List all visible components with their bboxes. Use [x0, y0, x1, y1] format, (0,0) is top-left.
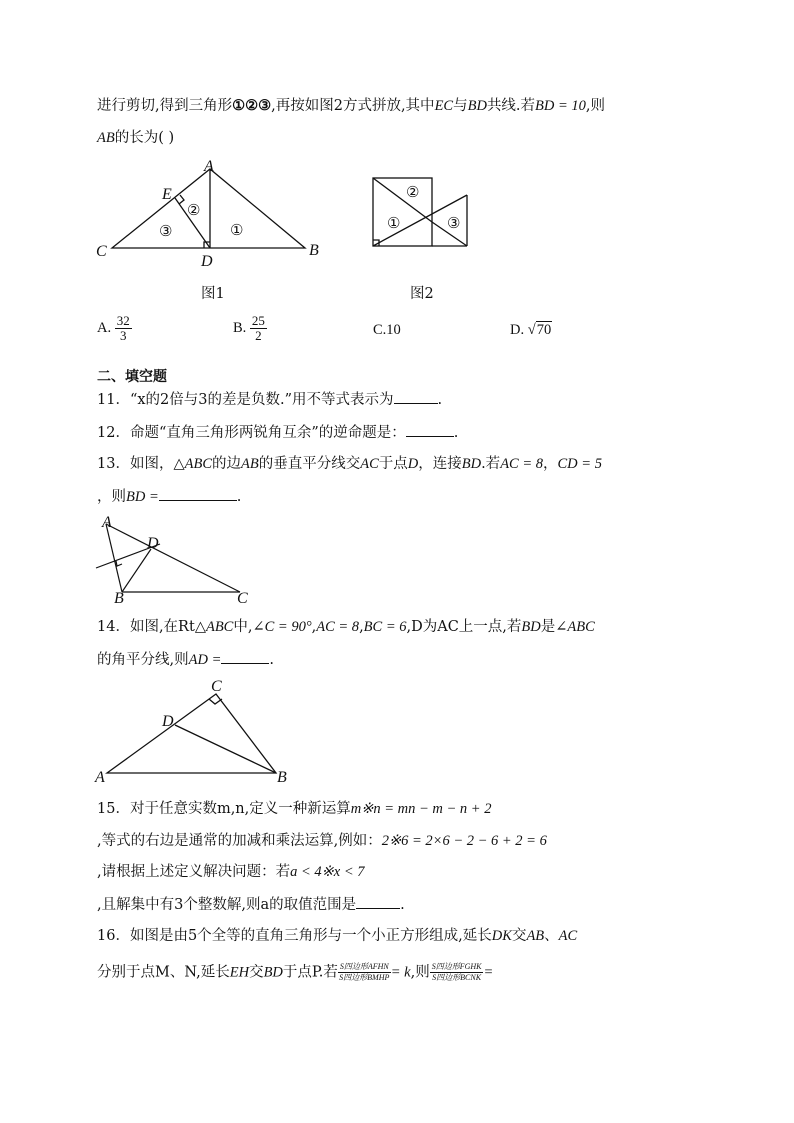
q10-text-a: 进行剪切,得到三角形 [97, 98, 233, 114]
q14-g: , [359, 619, 364, 635]
q14-e: , [311, 619, 317, 635]
q14-f: AC = 8 [316, 619, 360, 635]
q14-line2c: . [269, 652, 274, 668]
q15-l2b: 2※6 = 2×6 − 2 − 6 + 2 = 6 [381, 833, 547, 849]
q13-f: AC [360, 456, 379, 472]
q15-line1 [97, 799, 491, 819]
q16-frac2-den: S四边形BCNK [432, 973, 482, 982]
q15-answer-blank[interactable] [356, 894, 400, 909]
q12-text: 12．命题“直角三角形两锐角互余”的逆命题是： [97, 425, 406, 441]
q15-l3b: a < 4※x < 7 [290, 864, 365, 880]
q14-d: ∠C = 90° [252, 619, 312, 635]
q13-label-b: B [114, 590, 124, 604]
figure-1 [90, 155, 330, 270]
option-a [97, 314, 132, 343]
fig1-region-3: ③ [159, 224, 173, 240]
q16-l1c: 交 [511, 928, 527, 944]
q16-l2b: EH [229, 964, 250, 981]
q10-ab: AB [97, 130, 115, 146]
q15-l3a: ,请根据上述定义解决问题：若 [97, 864, 291, 880]
q16-l2e: 于点P.若 [282, 964, 338, 981]
q11-end: . [437, 392, 443, 408]
q13-h: D [407, 456, 419, 472]
q13-a: 13．如图， [97, 456, 174, 472]
sqrt-symbol: √ [527, 322, 536, 338]
q10-text-d: ,则 [585, 98, 606, 114]
q10-bd: BD [467, 98, 487, 114]
option-d-label: D. [510, 322, 525, 338]
option-b-label: B. [233, 319, 247, 336]
q16-l1d: AB [526, 928, 545, 944]
q10-text-e: 的长为( ) [114, 130, 175, 146]
q14-line2b: AD = [188, 652, 222, 668]
q13-b: △ABC [173, 456, 212, 472]
q16-frac-1 [338, 962, 391, 983]
q16-l1e: 、 [544, 928, 559, 944]
q16-line2 [97, 962, 493, 983]
q14-a: 14．如图,在Rt [97, 619, 195, 635]
q13-i: ，连接 [418, 456, 462, 472]
fig1-region-2: ② [187, 203, 201, 219]
q16-frac1-den: S四边形BMHP [339, 973, 390, 982]
q16-l2c: 交 [249, 964, 264, 981]
q13-k: .若 [481, 456, 501, 472]
q13-figure [92, 512, 262, 604]
q11-text: 11．“x的2倍与3的差是负数.”用不等式表示为 [97, 392, 394, 408]
option-d [510, 322, 552, 339]
q16-l2d: BD [263, 964, 283, 981]
q13-n: CD = 5 [557, 456, 602, 472]
fig1-label-e: E [162, 186, 172, 203]
q15-l4b: . [400, 897, 405, 913]
q15-line3 [97, 862, 365, 882]
q13-e: 的垂直平分线交 [258, 456, 361, 472]
fig1-label-d: D [201, 253, 213, 270]
q13-line2a: ，则 [97, 489, 126, 505]
q14-line1 [97, 617, 595, 637]
q10-line2 [97, 128, 174, 148]
q13-c: 的边 [212, 456, 241, 472]
q14-h: BC = 6 [363, 619, 407, 635]
q15-l1b: m※n = mn − m − n + 2 [350, 801, 492, 817]
q12-end: . [453, 425, 459, 441]
q10-line1 [97, 96, 605, 116]
q10-text-c: 共线.若 [486, 98, 536, 114]
q15-line2 [97, 831, 547, 851]
q14-label-b: B [277, 769, 287, 786]
q14-figure [92, 676, 297, 788]
fig1-label-b: B [309, 242, 319, 259]
q13-line2 [97, 486, 241, 507]
q14-line2a: 的角平分线,则 [97, 652, 189, 668]
q10-ec: EC [434, 98, 454, 114]
option-b [233, 314, 267, 343]
option-a-den: 3 [119, 328, 127, 343]
option-b-den: 2 [255, 328, 262, 343]
option-b-num: 25 [251, 313, 265, 328]
fig2-region-2: ② [406, 185, 420, 201]
q13-d: AB [241, 456, 259, 472]
q14-i: ,D为AC上一点,若 [406, 619, 522, 635]
q16-l2f: = k [390, 964, 411, 981]
option-c: C.10 [373, 322, 401, 338]
option-a-frac [115, 314, 132, 343]
q13-answer-blank[interactable] [159, 486, 237, 501]
q13-label-d: D [147, 535, 159, 552]
q14-l: ∠ABC [555, 619, 595, 635]
q16-line1 [97, 926, 577, 946]
fig1-label-c: C [96, 243, 107, 260]
q10-text-b: ,再按如图2方式拼放,其中 [271, 98, 435, 114]
circled-1: ① [232, 97, 246, 114]
fig2-caption: 图2 [410, 286, 434, 302]
q13-label-c: C [237, 590, 248, 604]
q14-line2 [97, 649, 274, 670]
section-heading: 二、填空题 [97, 369, 167, 385]
figure-2 [366, 170, 476, 255]
fig1-caption: 图1 [201, 286, 225, 302]
q13-line2b: BD = [126, 489, 159, 505]
q14-j: BD [521, 619, 541, 635]
q12 [97, 422, 458, 443]
q13-l: AC = 8 [500, 456, 544, 472]
q16-l2a: 分别于点M、N,延长 [97, 964, 230, 981]
fig1-label-a: A [204, 158, 214, 175]
q15-l1a: 15．对于任意实数m,n,定义一种新运算 [97, 801, 351, 817]
q14-b: △ABC [194, 619, 234, 635]
q13-label-a: A [102, 514, 112, 531]
q16-frac-2 [430, 962, 484, 983]
q10-yu: 与 [453, 98, 468, 114]
q15-line4 [97, 894, 405, 915]
fig2-region-1: ① [387, 216, 401, 232]
q13-j: BD [461, 456, 482, 472]
q14-k: 是 [540, 619, 556, 635]
q16-l1b: DK [491, 928, 512, 944]
q13-g: 于点 [378, 456, 408, 472]
q14-answer-blank[interactable] [221, 649, 269, 664]
q15-l2a: ,等式的右边是通常的加减和乘法运算,例如： [97, 833, 382, 849]
circled-2: ② [245, 97, 259, 114]
fig1-region-1: ① [230, 223, 244, 239]
q14-label-d: D [162, 713, 174, 730]
fig2-region-3: ③ [447, 216, 461, 232]
option-b-frac [250, 314, 267, 343]
option-a-num: 32 [116, 313, 130, 328]
q16-l1f: AC [558, 928, 578, 944]
q14-label-a: A [95, 769, 105, 786]
q13-line1 [97, 454, 602, 474]
q11 [97, 389, 442, 410]
q16-l2g: ,则 [410, 964, 430, 981]
q14-label-c: C [211, 678, 222, 695]
q10-eq: BD = 10 [535, 98, 586, 114]
q16-l1a: 16．如图是由5个全等的直角三角形与一个小正方形组成,延长 [97, 928, 492, 944]
q16-frac1-num: S四边形AFHN [339, 962, 389, 971]
q14-c: 中, [233, 619, 253, 635]
q13-m: ， [543, 456, 558, 472]
circled-3: ③ [258, 97, 272, 114]
option-d-radicand: 70 [536, 322, 552, 338]
option-a-label: A. [97, 319, 112, 336]
q16-frac2-num: S四边形FGHK [431, 962, 482, 971]
q15-l4a: ,且解集中有3个整数解,则a的取值范围是 [97, 897, 357, 913]
q16-l2h: = [483, 964, 494, 981]
q12-answer-blank[interactable] [406, 422, 454, 437]
q13-line2c: . [236, 489, 242, 505]
q11-answer-blank[interactable] [394, 389, 438, 404]
